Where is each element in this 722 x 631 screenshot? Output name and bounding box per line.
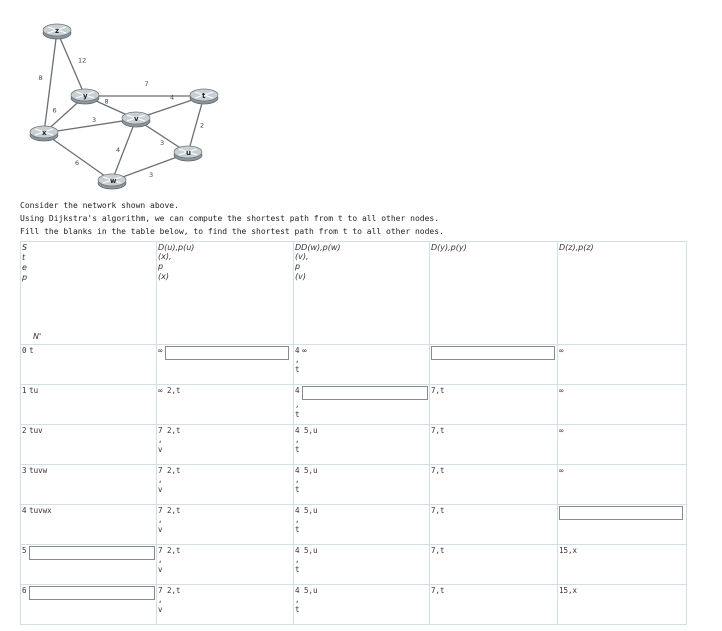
dw-value: 4 5,u xyxy=(295,466,318,475)
edge-cost-v-w: 4 xyxy=(116,146,121,154)
step-number: 1 xyxy=(22,386,27,395)
edge-cost-z-y: 12 xyxy=(78,56,87,65)
step-number: 5 xyxy=(22,546,27,555)
edge-cost-y-t: 7 xyxy=(144,80,149,88)
dw-pred: ,t xyxy=(295,400,300,419)
router-node-z xyxy=(43,24,71,39)
header-dy-cell xyxy=(430,242,558,345)
nprime-value: t xyxy=(29,346,34,355)
edge-cost-x-w: 6 xyxy=(75,159,80,167)
dz-value: 15,x xyxy=(559,586,578,595)
edge-cost-y-v: 8 xyxy=(104,97,109,106)
du-value: 7 2,t xyxy=(158,466,181,475)
dy-value: 7,t xyxy=(431,586,445,595)
dx-pred: ,v xyxy=(158,515,163,534)
dz-value: ∞ xyxy=(559,426,564,435)
dw-pred: ,t xyxy=(295,355,300,374)
step-number: 6 xyxy=(22,586,27,595)
header-dw: DD(w),p(w) xyxy=(295,243,341,252)
node-label-t: t xyxy=(202,92,206,100)
step-number: 0 xyxy=(22,346,27,355)
step-number: 4 xyxy=(22,506,27,515)
dz-value: ∞ xyxy=(559,346,564,355)
network-diagram xyxy=(0,0,230,200)
dw-value: 4 xyxy=(295,346,300,355)
dx-value: ∞ xyxy=(158,346,163,355)
header-step-nprime xyxy=(21,242,157,345)
dw-value: 4 5,u xyxy=(295,426,318,435)
dz-value: ∞ xyxy=(559,386,564,395)
dy-value: 7,t xyxy=(431,506,445,515)
dy-value: 7,t xyxy=(431,386,445,395)
header-dz: D(z),p(z) xyxy=(559,243,594,252)
step-number: 2 xyxy=(22,426,27,435)
table-row xyxy=(21,385,687,425)
dx-pred: ,v xyxy=(158,555,163,574)
edge-cost-v-u: 3 xyxy=(160,139,165,147)
dw-pred: ,t xyxy=(295,475,300,494)
table-row xyxy=(21,465,687,505)
nprime-value: tu xyxy=(29,386,39,395)
edge-cost-z-x: 8 xyxy=(38,74,43,82)
router-node-y xyxy=(71,89,99,104)
dx-pred: ,v xyxy=(158,595,163,614)
header-nprime: N' xyxy=(33,332,42,341)
step-number: 3 xyxy=(22,466,27,475)
header-du-cell xyxy=(157,242,294,345)
dy-value: 7,t xyxy=(431,426,445,435)
dz-value: ∞ xyxy=(559,466,564,475)
dw-value: 4 5,u xyxy=(295,506,318,515)
nprime-value: tuvwx xyxy=(29,506,52,515)
du-value: 7 2,t xyxy=(158,506,181,515)
dx-pred: ,v xyxy=(158,435,163,454)
dw-value: 4 xyxy=(295,386,300,395)
node-label-w: w xyxy=(110,177,117,185)
edge-cost-w-u: 3 xyxy=(149,171,154,179)
router-node-w xyxy=(98,174,126,189)
dw-pred: ,t xyxy=(295,555,300,574)
dw-pred: ,t xyxy=(295,515,300,534)
dw-pred: ,t xyxy=(295,435,300,454)
table-header-row xyxy=(21,242,687,345)
dw-value: 4 5,u xyxy=(295,546,318,555)
table-row xyxy=(21,545,687,585)
dw-pred: ,t xyxy=(295,595,300,614)
dy-value: 7,t xyxy=(431,466,445,475)
node-label-y: y xyxy=(83,92,88,100)
edge-z-x xyxy=(44,31,57,133)
dijkstra-table xyxy=(20,241,687,625)
du-value: 7 2,t xyxy=(158,546,181,555)
du-value: ∞ 2,t xyxy=(158,386,181,395)
du-value: 7 2,t xyxy=(158,426,181,435)
edge-cost-y-x: 6 xyxy=(52,106,57,115)
node-label-x: x xyxy=(42,129,47,137)
dy-input[interactable] xyxy=(431,346,555,360)
prompt-line-3: Fill the blanks in the table below, to find the shortest path from t to all other nodes. xyxy=(20,227,444,236)
header-dw-cell xyxy=(294,242,430,345)
table-row xyxy=(21,505,687,545)
header-dy: D(y),p(y) xyxy=(431,243,467,252)
router-node-t xyxy=(190,89,218,104)
dw-value-2: ∞ xyxy=(302,346,307,355)
dy-value: 7,t xyxy=(431,546,445,555)
du-input[interactable] xyxy=(165,346,289,360)
prompt-line-1: Consider the network shown above. xyxy=(20,201,179,210)
header-du: D(u),p(u) xyxy=(158,243,195,252)
edge-cost-v-t: 4 xyxy=(170,93,175,102)
node-label-v: v xyxy=(134,115,139,123)
router-node-u xyxy=(174,146,202,161)
dw-input[interactable] xyxy=(302,386,428,400)
nprime-input[interactable] xyxy=(29,546,155,560)
node-label-u: u xyxy=(186,149,191,157)
nprime-input[interactable] xyxy=(29,586,155,600)
table-row xyxy=(21,345,687,385)
nprime-value: tuvw xyxy=(29,466,48,475)
dz-value: 15,x xyxy=(559,546,578,555)
header-step: Step xyxy=(22,243,28,282)
router-node-x xyxy=(30,126,58,141)
edge-x-w xyxy=(44,133,112,181)
edge-cost-x-v: 3 xyxy=(92,116,97,124)
header-dx-stack: (x),p(x) xyxy=(158,252,172,281)
table-row xyxy=(21,425,687,465)
dw-value: 4 5,u xyxy=(295,586,318,595)
du-value: 7 2,t xyxy=(158,586,181,595)
nprime-value: tuv xyxy=(29,426,43,435)
table-row xyxy=(21,585,687,625)
dx-pred: ,v xyxy=(158,475,163,494)
header-dz-cell xyxy=(558,242,687,345)
edge-cost-t-u: 2 xyxy=(200,121,205,130)
dz-input[interactable] xyxy=(559,506,683,520)
router-node-v xyxy=(122,112,150,127)
node-label-z: z xyxy=(55,27,60,35)
prompt-line-2: Using Dijkstra's algorithm, we can compute the shortest path from t to all other nodes. xyxy=(20,214,440,223)
header-dv-stack: (v),p(v) xyxy=(295,252,309,281)
